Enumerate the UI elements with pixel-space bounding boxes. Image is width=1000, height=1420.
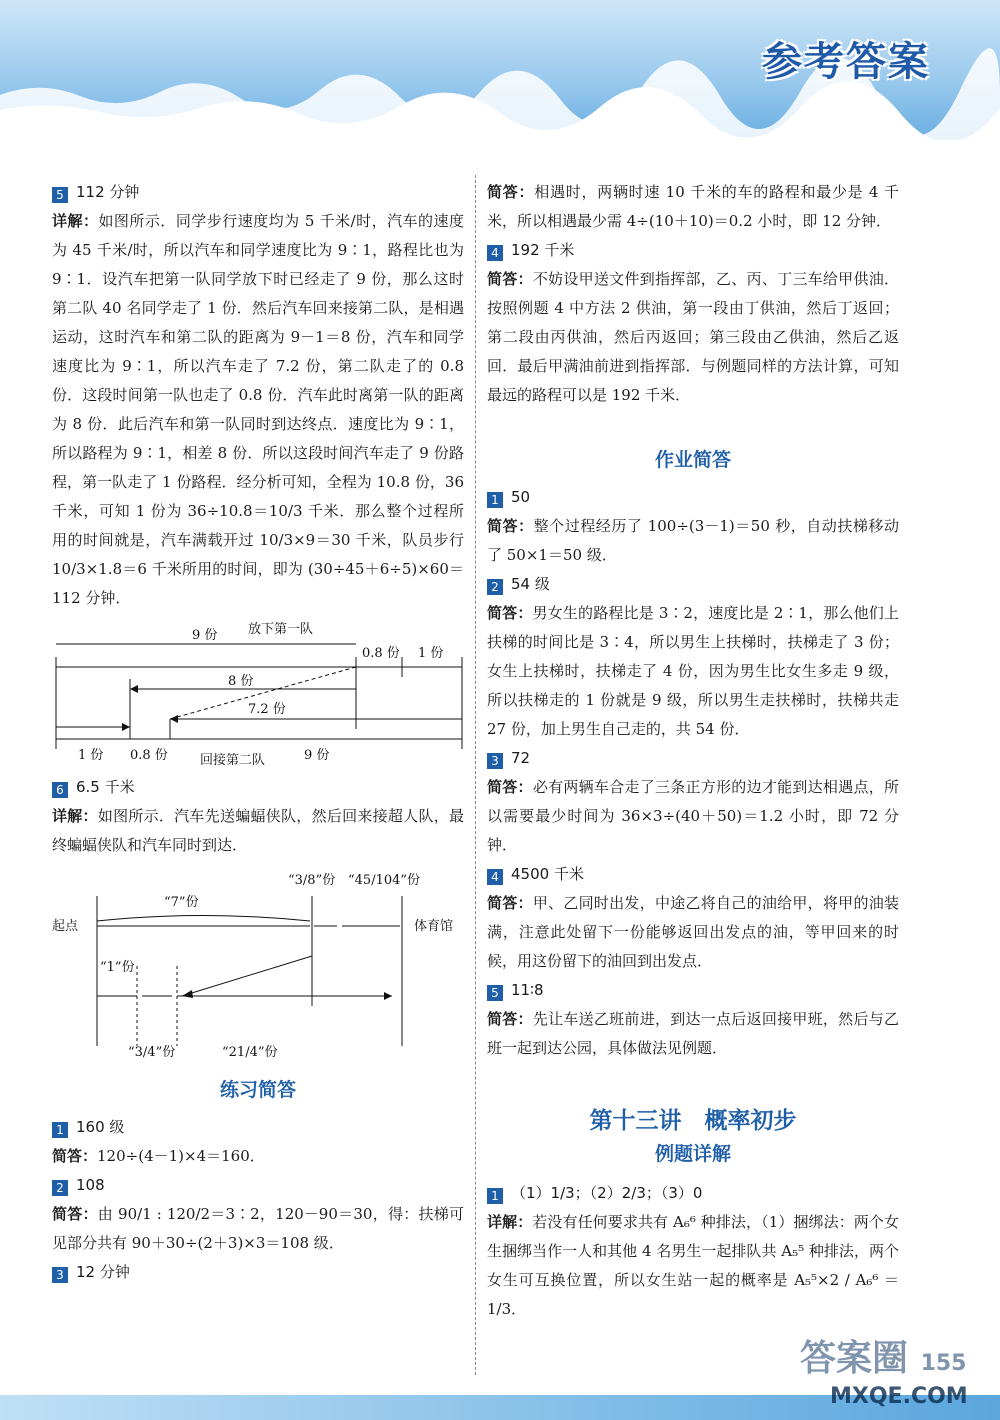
label-f45: “45/104”份 [348,873,421,888]
diagram-team-transfer [52,866,464,1066]
answer-e1: 1 （1）1/3；（2）2/3；（3）0 [487,1179,899,1208]
label-f21: “21/4”份 [222,1045,278,1060]
detail-h2: 简答：男女生的路程比是 3∶2，速度比是 2∶1，那么他们上扶梯的时间比是 3∶4，所以男生上扶梯时，扶梯走了 3 份；女生上扶梯时，扶梯走了 4 份，因为男生比女生多走 9 级，所以扶梯走的 1 份就是 9 级，所以男生走扶梯时，扶梯共走 27 份，加上男生自己走的，共 54 份． [487,604,899,738]
question-number: 2 [487,579,503,595]
label-72: 7.2 份 [248,702,286,717]
label-end: 体育馆 [414,919,454,934]
answer-h5: 5 11∶8 [487,976,899,1005]
answer-h2: 2 54 级 [487,570,899,599]
practice-title: 练习简答 [219,1079,296,1101]
detail-p1: 简答：120÷(4－1)×4＝160． [52,1147,265,1165]
label-nine-b: 9 份 [304,748,330,763]
detail-h1: 简答：整个过程经历了 100÷(3－1)＝50 秒，自动扶梯移动了 50×1＝50 级． [487,517,899,564]
question-number: 1 [487,492,503,508]
label-drop: 放下第一队 [248,622,314,637]
question-number: 1 [487,1188,503,1204]
answer-q6: 6 6.5 千米 [52,773,464,802]
column-divider [475,175,476,1375]
question-number: 6 [52,782,68,798]
diagram-bus-transfer [52,619,464,769]
answer-h1: 1 50 [487,483,899,512]
question-number: 3 [52,1267,68,1283]
left-column [52,178,464,1287]
answer-h4: 4 4500 千米 [487,860,899,889]
page-number: 155 [920,1351,967,1376]
label-08b: 0.8 份 [130,748,168,763]
detail-q5: 详解：如图所示．同学步行速度均为 5 千米/时，汽车的速度为 45 千米/时，所以汽车和同学速度比为 9∶1，路程比也为 9∶1．设汽车把第一队同学放下时已经走了 9 份，那么这时第二队 40 名同学走了 1 份．然后汽车回来接第二队，是相遇运动，这时汽车和第二队的距离为 9－1＝8 份，汽车和同学速度比为 9∶1，所以汽车走了 7.2 份，第二队走了的 0.8 份．这段时间第一队也走了 0.8 份．汽车此时离第一队的距离为 8 份．此后汽车和第一队同时到达终点．速度比为 9∶1，所以路程为 9∶1，相差 8 份．所以这段时间汽车走了 9 份路程，第一队走了 1 份路程．经分析可知，全程为 10.8 份，36 千米，可知 1 份为 36÷10.8＝10/3 千米．那么整个过程所用的时间就是，汽车满载开过 10/3×9＝30 千米，队员步行 10/3×1.8＝6 千米所用的时间，即为 (30÷45＋6÷5)×60＝112 分钟． [52,212,464,607]
answer-q5: 5 112 分钟 [52,178,464,207]
label-start: 起点 [52,919,79,934]
label-one-b: 1 份 [78,748,104,763]
detail-h3: 简答：必有两辆车合走了三条正方形的边才能到达相遇点，所以需要最少时间为 36×3÷(40＋50)＝1.2 小时，即 72 分钟． [487,778,899,854]
detail-h5: 简答：先让车送乙班前进，到达一点后返回接甲班，然后与乙班一起到达公园，具体做法见例题． [487,1010,899,1057]
detail-h4: 简答：甲、乙同时出发，中途乙将自己的油给甲，将甲的油装满，注意此处留下一份能够返回出发点的油，等甲回来的时候，用这份留下的油回到出发点． [487,894,899,970]
lecture-title: 第十三讲 概率初步 [589,1108,797,1134]
example-title: 例题详解 [654,1143,731,1165]
question-number: 4 [487,245,503,261]
label-nine: 9 份 [192,628,218,643]
detail-q6: 详解：如图所示．汽车先送蝙蝠侠队，然后回来接超人队，最终蝙蝠侠队和汽车同时到达． [52,807,464,854]
question-number: 5 [52,187,68,203]
label-pick: 回接第二队 [200,753,266,768]
answer-p2: 2 108 [52,1171,464,1200]
question-number: 1 [52,1122,68,1138]
watermark-url: MXQE.COM [830,1384,968,1409]
question-number: 4 [487,869,503,885]
label-one-a: 1 份 [418,646,444,661]
watermark-logo: 答案圈 155 [800,1338,967,1379]
label-eight: 8 份 [228,674,254,689]
homework-title: 作业简答 [654,449,731,471]
label-seven: “7”份 [164,895,199,910]
label-08a: 0.8 份 [362,646,400,661]
page-header-title: 参考答案 [762,39,930,85]
label-one: “1”份 [100,960,135,975]
answer-p1: 1 160 级 [52,1113,464,1142]
answer-p3: 3 12 分钟 [52,1258,464,1287]
right-column [487,178,899,1324]
detail-p3: 简答：相遇时，两辆时速 10 千米的车的路程和最少是 4 千米，所以相遇最少需 4÷(10＋10)＝0.2 小时，即 12 分钟． [487,183,899,230]
label-three4: “3/4”份 [128,1045,176,1060]
question-number: 5 [487,985,503,1001]
detail-p4: 简答：不妨设甲送文件到指挥部，乙、丙、丁三车给甲供油．按照例题 4 中方法 2 供油，第一段由丁供油，然后丁返回；第二段由丙供油，然后丙返回；第三段由乙供油，然后乙返回．最后甲满油前进到指挥部．与例题同样的方法计算，可知最远的路程可以是 192 千米． [487,270,899,404]
question-number: 3 [487,753,503,769]
question-number: 2 [52,1180,68,1196]
label-three8: “3/8”份 [288,873,336,888]
detail-p2: 简答：由 90/1 : 120/2＝3∶2，120－90＝30，得：扶梯可见部分共有 90＋30÷(2＋3)×3＝108 级． [52,1205,464,1252]
answer-p4: 4 192 千米 [487,236,899,265]
answer-h3: 3 72 [487,744,899,773]
detail-e1: 详解：若没有任何要求共有 A₆⁶ 种排法，（1）捆绑法：两个女生捆绑当作一人和其他 4 名男生一起排队共 A₅⁵ 种排法，两个女生可互换位置，所以女生站一起的概率是 A₅⁵×2 / A₆⁶ ＝ 1/3． [487,1213,899,1318]
header-banner [0,0,1000,140]
